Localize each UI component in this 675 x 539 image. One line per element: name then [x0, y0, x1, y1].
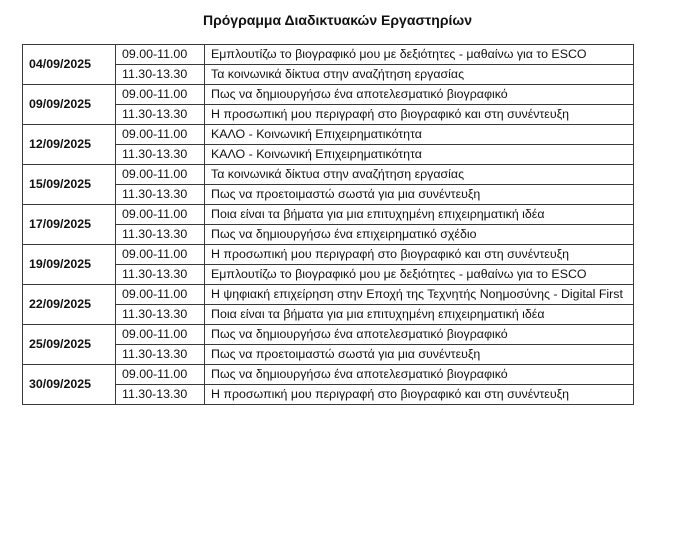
topic-cell: Η προσωπική μου περιγραφή στο βιογραφικό και στη συνέντευξη	[205, 245, 634, 265]
topic-cell: Πως να προετοιμαστώ σωστά για μια συνέντευξη	[205, 185, 634, 205]
time-cell: 09.00-11.00	[116, 365, 205, 385]
topic-cell: Εμπλουτίζω το βιογραφικό μου με δεξιότητες - μαθαίνω για το ESCO	[205, 265, 634, 285]
date-cell: 15/09/2025	[23, 165, 116, 205]
table-row	[23, 205, 634, 225]
topic-cell: Πως να δημιουργήσω ένα αποτελεσματικό βιογραφικό	[205, 325, 634, 345]
page-title: Πρόγραμμα Διαδικτυακών Εργαστηρίων	[202, 12, 472, 28]
date-cell: 12/09/2025	[23, 125, 116, 165]
topic-cell: Πως να προετοιμαστώ σωστά για μια συνέντευξη	[205, 345, 634, 365]
time-cell: 11.30-13.30	[116, 145, 205, 165]
table-row	[23, 365, 634, 385]
topic-cell: Η προσωπική μου περιγραφή στο βιογραφικό και στη συνέντευξη	[205, 385, 634, 405]
topic-cell: Η προσωπική μου περιγραφή στο βιογραφικό και στη συνέντευξη	[205, 105, 634, 125]
table-row	[23, 285, 634, 305]
time-cell: 11.30-13.30	[116, 265, 205, 285]
time-cell: 09.00-11.00	[116, 85, 205, 105]
topic-cell: Πως να δημιουργήσω ένα αποτελεσματικό βιογραφικό	[205, 365, 634, 385]
table-row	[23, 165, 634, 185]
date-cell: 09/09/2025	[23, 85, 116, 125]
time-cell: 09.00-11.00	[116, 245, 205, 265]
time-cell: 09.00-11.00	[116, 325, 205, 345]
topic-cell: Ποια είναι τα βήματα για μια επιτυχημένη επιχειρηματική ιδέα	[205, 205, 634, 225]
topic-cell: Πως να δημιουργήσω ένα αποτελεσματικό βιογραφικό	[205, 85, 634, 105]
time-cell: 09.00-11.00	[116, 45, 205, 65]
date-cell: 19/09/2025	[23, 245, 116, 285]
table-row	[23, 125, 634, 145]
date-cell: 17/09/2025	[23, 205, 116, 245]
table-row	[23, 325, 634, 345]
time-cell: 11.30-13.30	[116, 65, 205, 85]
time-cell: 11.30-13.30	[116, 385, 205, 405]
topic-cell: Πως να δημιουργήσω ένα επιχειρηματικό σχέδιο	[205, 225, 634, 245]
date-cell: 30/09/2025	[23, 365, 116, 405]
topic-cell: Τα κοινωνικά δίκτυα στην αναζήτηση εργασίας	[205, 165, 634, 185]
time-cell: 09.00-11.00	[116, 285, 205, 305]
time-cell: 09.00-11.00	[116, 205, 205, 225]
topic-cell: Τα κοινωνικά δίκτυα στην αναζήτηση εργασίας	[205, 65, 634, 85]
topic-cell: ΚΑΛΟ - Κοινωνική Επιχειρηματικότητα	[205, 145, 634, 165]
date-cell: 25/09/2025	[23, 325, 116, 365]
table-row	[23, 245, 634, 265]
table-row	[23, 85, 634, 105]
time-cell: 09.00-11.00	[116, 165, 205, 185]
time-cell: 11.30-13.30	[116, 305, 205, 325]
time-cell: 11.30-13.30	[116, 225, 205, 245]
time-cell: 11.30-13.30	[116, 105, 205, 125]
topic-cell: Ποια είναι τα βήματα για μια επιτυχημένη επιχειρηματική ιδέα	[205, 305, 634, 325]
date-cell: 04/09/2025	[23, 45, 116, 85]
topic-cell: Εμπλουτίζω το βιογραφικό μου με δεξιότητες - μαθαίνω για το ESCO	[205, 45, 634, 65]
time-cell: 11.30-13.30	[116, 185, 205, 205]
time-cell: 09.00-11.00	[116, 125, 205, 145]
date-cell: 22/09/2025	[23, 285, 116, 325]
topic-cell: ΚΑΛΟ - Κοινωνική Επιχειρηματικότητα	[205, 125, 634, 145]
schedule-table	[22, 44, 634, 405]
table-row	[23, 45, 634, 65]
topic-cell: Η ψηφιακή επιχείρηση στην Εποχή της Τεχνητής Νοημοσύνης - Digital First	[205, 285, 634, 305]
time-cell: 11.30-13.30	[116, 345, 205, 365]
